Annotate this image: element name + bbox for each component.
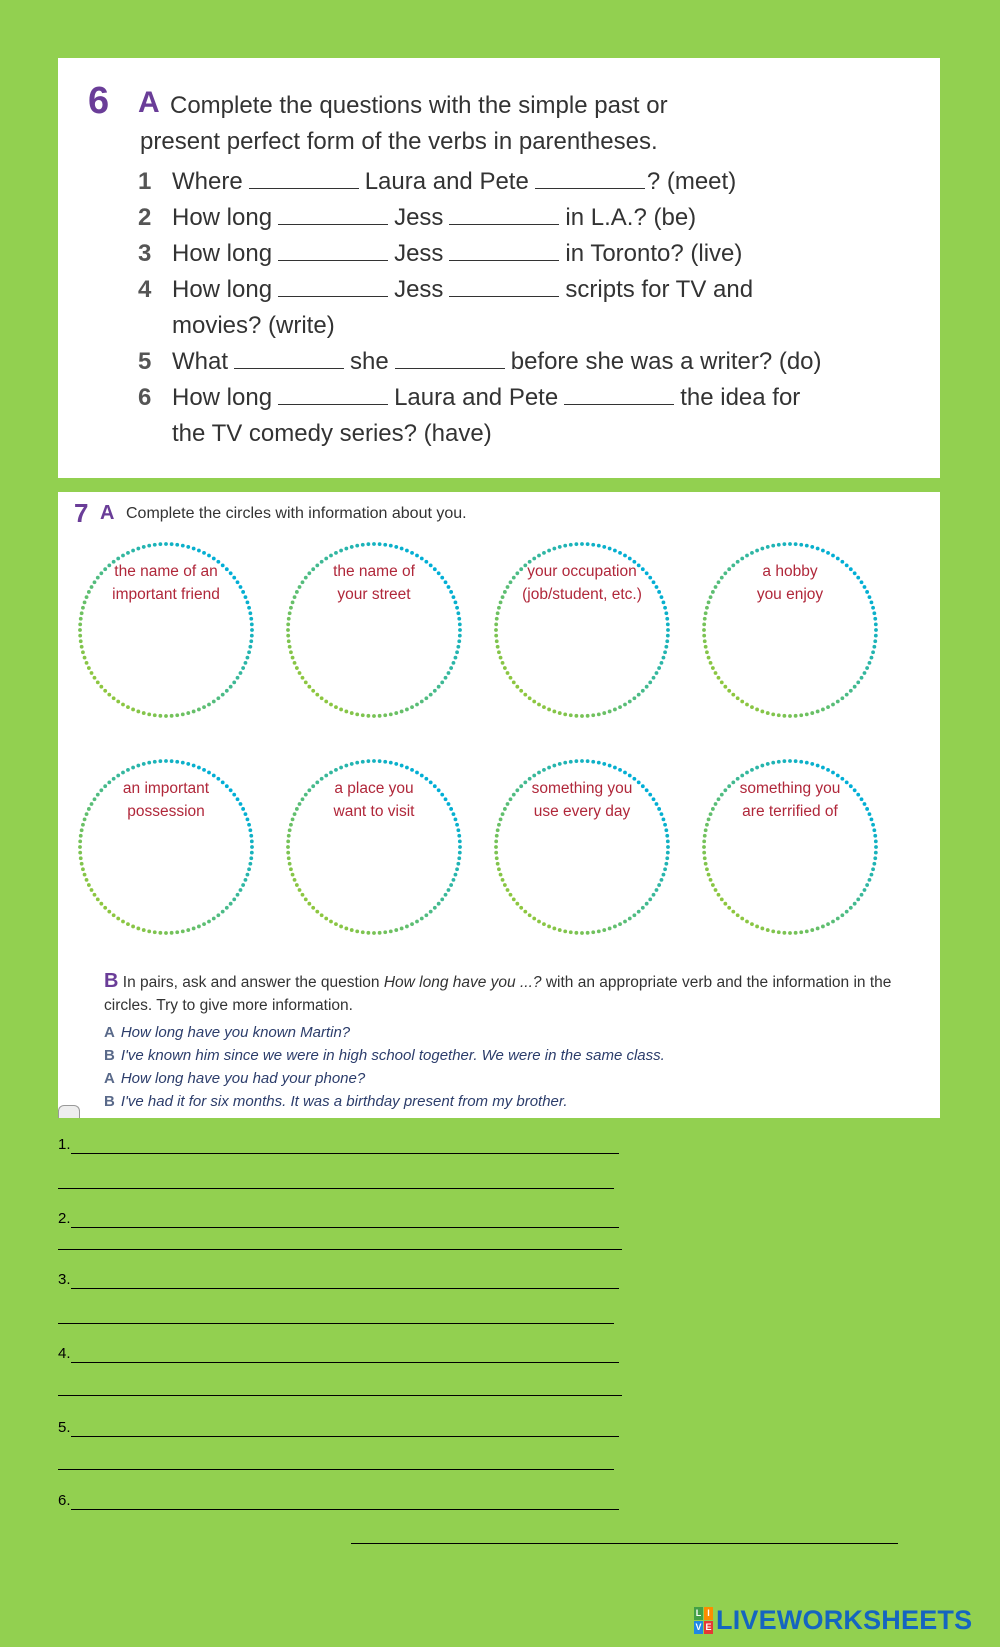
blank[interactable] bbox=[564, 384, 674, 405]
page-corner-icon bbox=[58, 1105, 80, 1118]
circle-everyday bbox=[490, 755, 674, 939]
question-text: in Toronto? (live) bbox=[565, 240, 743, 267]
circle-label: an important possession bbox=[122, 780, 210, 820]
answer-line-6b[interactable] bbox=[351, 1543, 898, 1544]
question-text: Laura and Pete bbox=[364, 168, 529, 195]
dialogue-line: A How long have you had your phone? bbox=[104, 1070, 366, 1087]
part-b-instruction: B In pairs, ask and answer the question How long have you ...? with an appropriate verb and the information in the circles. Try to give more information. bbox=[104, 970, 892, 1014]
answer-line-5[interactable] bbox=[71, 1436, 619, 1437]
question-text: in L.A.? (be) bbox=[565, 204, 697, 231]
answer-label-5: 5. bbox=[58, 1419, 71, 1436]
question-text: Jess bbox=[394, 276, 444, 303]
question-text: Laura and Pete bbox=[394, 384, 559, 411]
question-text: ? (meet) bbox=[646, 168, 737, 195]
exercise-6-letter: A bbox=[138, 86, 160, 119]
question-text: before she was a writer? (do) bbox=[510, 348, 822, 375]
answer-line-2[interactable] bbox=[71, 1227, 619, 1228]
question-text: How long bbox=[172, 240, 273, 267]
part-b-letter: B bbox=[104, 970, 119, 992]
exercise-7-instruction: Complete the circles with information about you. bbox=[126, 505, 467, 522]
question-number: 4 bbox=[138, 276, 152, 303]
answer-line-3b[interactable] bbox=[58, 1323, 614, 1324]
circle-label: your occupation (job/student, etc.) bbox=[522, 563, 642, 603]
circle-hobby bbox=[698, 538, 882, 722]
instruction-line-1: Complete the questions with the simple past or bbox=[170, 92, 668, 119]
answer-label-4: 4. bbox=[58, 1345, 71, 1362]
blank[interactable] bbox=[535, 168, 645, 189]
question-2 bbox=[138, 204, 696, 232]
answer-line-3[interactable] bbox=[71, 1288, 619, 1289]
question-number: 1 bbox=[138, 168, 152, 195]
question-continuation: movies? (write) bbox=[172, 312, 335, 339]
answer-line-4[interactable] bbox=[71, 1362, 619, 1363]
circle-label: the name of an important friend bbox=[112, 563, 220, 603]
blank[interactable] bbox=[449, 204, 559, 225]
blank[interactable] bbox=[278, 240, 388, 261]
exercise-7-panel bbox=[58, 492, 940, 1118]
question-text: What bbox=[172, 348, 229, 375]
blank[interactable] bbox=[449, 240, 559, 261]
circle-occupation bbox=[490, 538, 674, 722]
answer-line-1b[interactable] bbox=[58, 1188, 614, 1189]
logo-icon: L I V E bbox=[695, 1607, 712, 1632]
circle-label: something you use every day bbox=[531, 780, 633, 820]
logo-text: LIVEWORKSHEETS bbox=[716, 1604, 973, 1635]
question-number: 2 bbox=[138, 204, 152, 231]
question-text: Where bbox=[172, 168, 243, 195]
circle-label: something you are terrified of bbox=[739, 780, 841, 820]
exercise-6-panel bbox=[58, 58, 940, 478]
answer-line-4b[interactable] bbox=[58, 1395, 622, 1396]
question-number: 6 bbox=[138, 384, 152, 411]
question-3 bbox=[138, 240, 742, 268]
question-number: 3 bbox=[138, 240, 152, 267]
answer-line-2b[interactable] bbox=[58, 1249, 622, 1250]
question-4 bbox=[138, 276, 753, 340]
answer-line-6[interactable] bbox=[71, 1509, 619, 1510]
instruction-line-2: present perfect form of the verbs in parentheses. bbox=[140, 128, 658, 155]
blank[interactable] bbox=[278, 384, 388, 405]
circle-terrified bbox=[698, 755, 882, 939]
question-1 bbox=[138, 168, 736, 196]
question-text: the idea for bbox=[680, 384, 801, 411]
circle-possession bbox=[74, 755, 258, 939]
exercise-6-instruction bbox=[140, 88, 780, 160]
circle-street bbox=[282, 538, 466, 722]
blank[interactable] bbox=[278, 276, 388, 297]
answer-line-1[interactable] bbox=[71, 1153, 619, 1154]
question-text: Jess bbox=[394, 204, 444, 231]
question-text: How long bbox=[172, 276, 273, 303]
question-6 bbox=[138, 384, 800, 448]
answer-label-6: 6. bbox=[58, 1492, 71, 1509]
answer-label-2: 2. bbox=[58, 1210, 71, 1227]
blank[interactable] bbox=[249, 168, 359, 189]
question-text: How long bbox=[172, 384, 273, 411]
answer-line-5b[interactable] bbox=[58, 1469, 614, 1470]
question-number: 5 bbox=[138, 348, 152, 375]
question-text: she bbox=[350, 348, 389, 375]
circle-label: the name of your street bbox=[333, 563, 415, 603]
question-text: scripts for TV and bbox=[565, 276, 754, 303]
blank[interactable] bbox=[278, 204, 388, 225]
liveworksheets-logo bbox=[694, 1603, 972, 1637]
question-5 bbox=[138, 348, 822, 376]
blank[interactable] bbox=[234, 348, 344, 369]
question-text: Jess bbox=[394, 240, 444, 267]
blank[interactable] bbox=[449, 276, 559, 297]
dialogue-line: B I've had it for six months. It was a birthday present from my brother. bbox=[104, 1093, 568, 1110]
circle-place bbox=[282, 755, 466, 939]
question-text: How long bbox=[172, 204, 273, 231]
exercise-7-number: 7 bbox=[74, 498, 89, 528]
circle-label: a hobby you enjoy bbox=[756, 563, 824, 603]
dialogue-line: B I've known him since we were in high school together. We were in the same class. bbox=[104, 1047, 665, 1064]
blank[interactable] bbox=[395, 348, 505, 369]
question-continuation: the TV comedy series? (have) bbox=[172, 420, 492, 447]
dialogue-line: A How long have you known Martin? bbox=[104, 1024, 351, 1041]
circle-label: a place you want to visit bbox=[333, 780, 415, 820]
circle-friend bbox=[74, 538, 258, 722]
answer-label-3: 3. bbox=[58, 1271, 71, 1288]
exercise-6-number: 6 bbox=[88, 80, 110, 122]
answer-label-1: 1. bbox=[58, 1136, 71, 1153]
exercise-7-letter: A bbox=[100, 502, 115, 524]
